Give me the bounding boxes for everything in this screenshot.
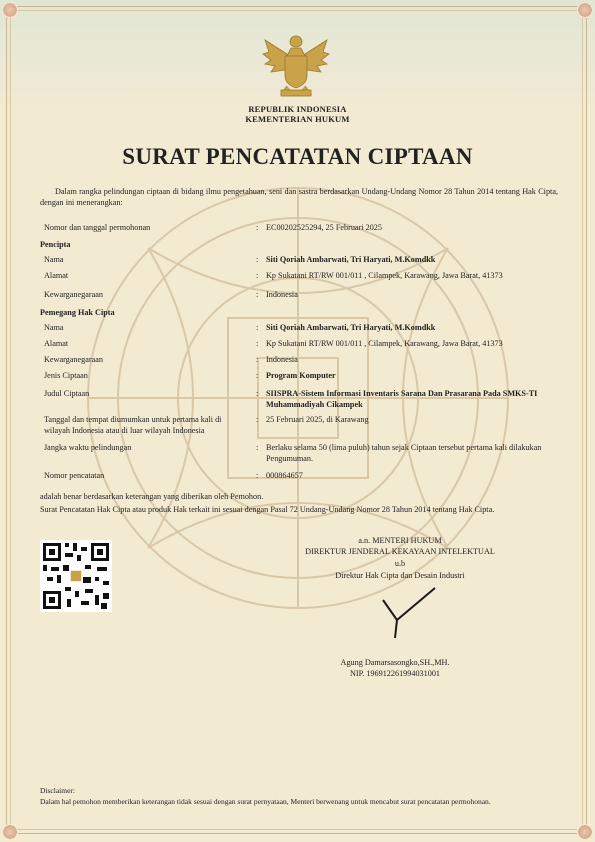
corner-ornament-icon: [2, 824, 18, 840]
colon: :: [256, 371, 259, 380]
colon: :: [256, 339, 259, 348]
signature-line2: DIREKTUR JENDERAL KEKAYAAN INTELEKTUAL: [305, 547, 495, 556]
pencipta-heading: Pencipta: [40, 240, 71, 249]
pemegang-nationality-value: Indonesia: [266, 355, 298, 364]
statement-paragraph: adalah benar berdasarkan keterangan yang diberikan oleh Pemohon.: [40, 492, 264, 501]
jenis-label: Jenis Ciptaan: [44, 371, 88, 380]
pemegang-nationality-label: Kewarganegaraan: [44, 355, 103, 364]
colon: :: [256, 415, 259, 424]
pemegang-heading: Pemegang Hak Cipta: [40, 308, 115, 317]
pemegang-name-label: Nama: [44, 323, 64, 332]
colon: :: [256, 471, 259, 480]
corner-ornament-icon: [2, 2, 18, 18]
pencipta-nationality-value: Indonesia: [266, 290, 298, 299]
signatory-nip: NIP. 196912261994031001: [349, 669, 441, 678]
disclaimer-text: Dalam hal pemohon memberikan keterangan tidak sesuai dengan surat pernyataan, Menteri berwenang untuk mencabut surat pencatatan permohonan.: [40, 797, 491, 806]
jangka-value: Berlaku selama 50 (lima puluh) tahun sejak Ciptaan tersebut pertama kali dilakukan Pengumuman.: [266, 443, 542, 463]
application-value: EC00202525294, 25 Februari 2025: [266, 223, 382, 232]
signature-stroke-icon: [375, 580, 445, 640]
pencipta-address-label: Alamat: [44, 271, 69, 280]
colon: :: [256, 389, 259, 398]
signature-line1: a.n. MENTERI HUKUM: [358, 536, 442, 545]
page-title: SURAT PENCATATAN CIPTAAN: [122, 144, 473, 169]
qr-code-icon: [40, 540, 112, 612]
pemegang-name-value: Siti Qoriah Ambarwati, Tri Haryati, M.Komdkk: [266, 323, 436, 332]
ministry-name: KEMENTERIAN HUKUM: [245, 114, 350, 124]
jangka-label: Jangka waktu pelindungan: [44, 443, 132, 452]
colon: :: [256, 443, 259, 452]
colon: :: [256, 290, 259, 299]
corner-ornament-icon: [577, 2, 593, 18]
pemegang-address-label: Alamat: [44, 339, 69, 348]
garuda-emblem-icon: [261, 30, 331, 100]
colon: :: [256, 271, 259, 280]
jenis-value: Program Komputer: [266, 371, 336, 380]
tanggal-label: Tanggal dan tempat diumumkan untuk pertama kali di wilayah Indonesia atau di luar wilayah Indonesia: [44, 415, 222, 435]
corner-ornament-icon: [577, 824, 593, 840]
signature-line4: Direktur Hak Cipta dan Desain Industri: [335, 571, 465, 580]
tanggal-value: 25 Februari 2025, di Karawang: [266, 415, 369, 424]
colon: :: [256, 323, 259, 332]
colon: :: [256, 255, 259, 264]
application-label: Nomor dan tanggal permohonan: [44, 223, 151, 232]
disclaimer-heading: Disclaimer:: [40, 786, 75, 795]
intro-paragraph: Dalam rangka pelindungan ciptaan di bidang ilmu pengetahuan, seni dan sastra berdasarkan Undang-Undang Nomor 28 Tahun 2014 tentang Hak Cipta, dengan ini menerangkan:: [40, 187, 558, 207]
nomor-value: 000864657: [266, 471, 303, 480]
pemegang-address-value: Kp Sukatani RT/RW 001/011 , Cilampek, Karawang, Jawa Barat, 41373: [266, 339, 503, 348]
pencipta-name-value: Siti Qoriah Ambarwati, Tri Haryati, M.Komdkk: [266, 255, 436, 264]
colon: :: [256, 223, 259, 232]
signature-line3: u.b: [394, 559, 406, 568]
pencipta-name-label: Nama: [44, 255, 64, 264]
country-name: REPUBLIK INDONESIA: [248, 104, 347, 114]
judul-value: SIISPRA-Sistem Informasi Inventaris Sarana Dan Prasarana Pada SMKS-TI Muhammadiyah Cikampek: [266, 389, 538, 409]
signatory-name: Agung Damarsasongko,SH.,MH.: [340, 658, 450, 667]
judul-label: Judul Ciptaan: [44, 389, 90, 398]
colon: :: [256, 355, 259, 364]
statement-paragraph: Surat Pencatatan Hak Cipta atau produk Hak terkait ini sesuai dengan Pasal 72 Undang-Undang Nomor 28 Tahun 2014 tentang Hak Cipta.: [40, 505, 495, 514]
pencipta-nationality-label: Kewarganegaraan: [44, 290, 103, 299]
pencipta-address-value: Kp Sukatani RT/RW 001/011 , Cilampek, Karawang, Jawa Barat, 41373: [266, 271, 503, 280]
nomor-label: Nomor pencatatan: [44, 471, 105, 480]
